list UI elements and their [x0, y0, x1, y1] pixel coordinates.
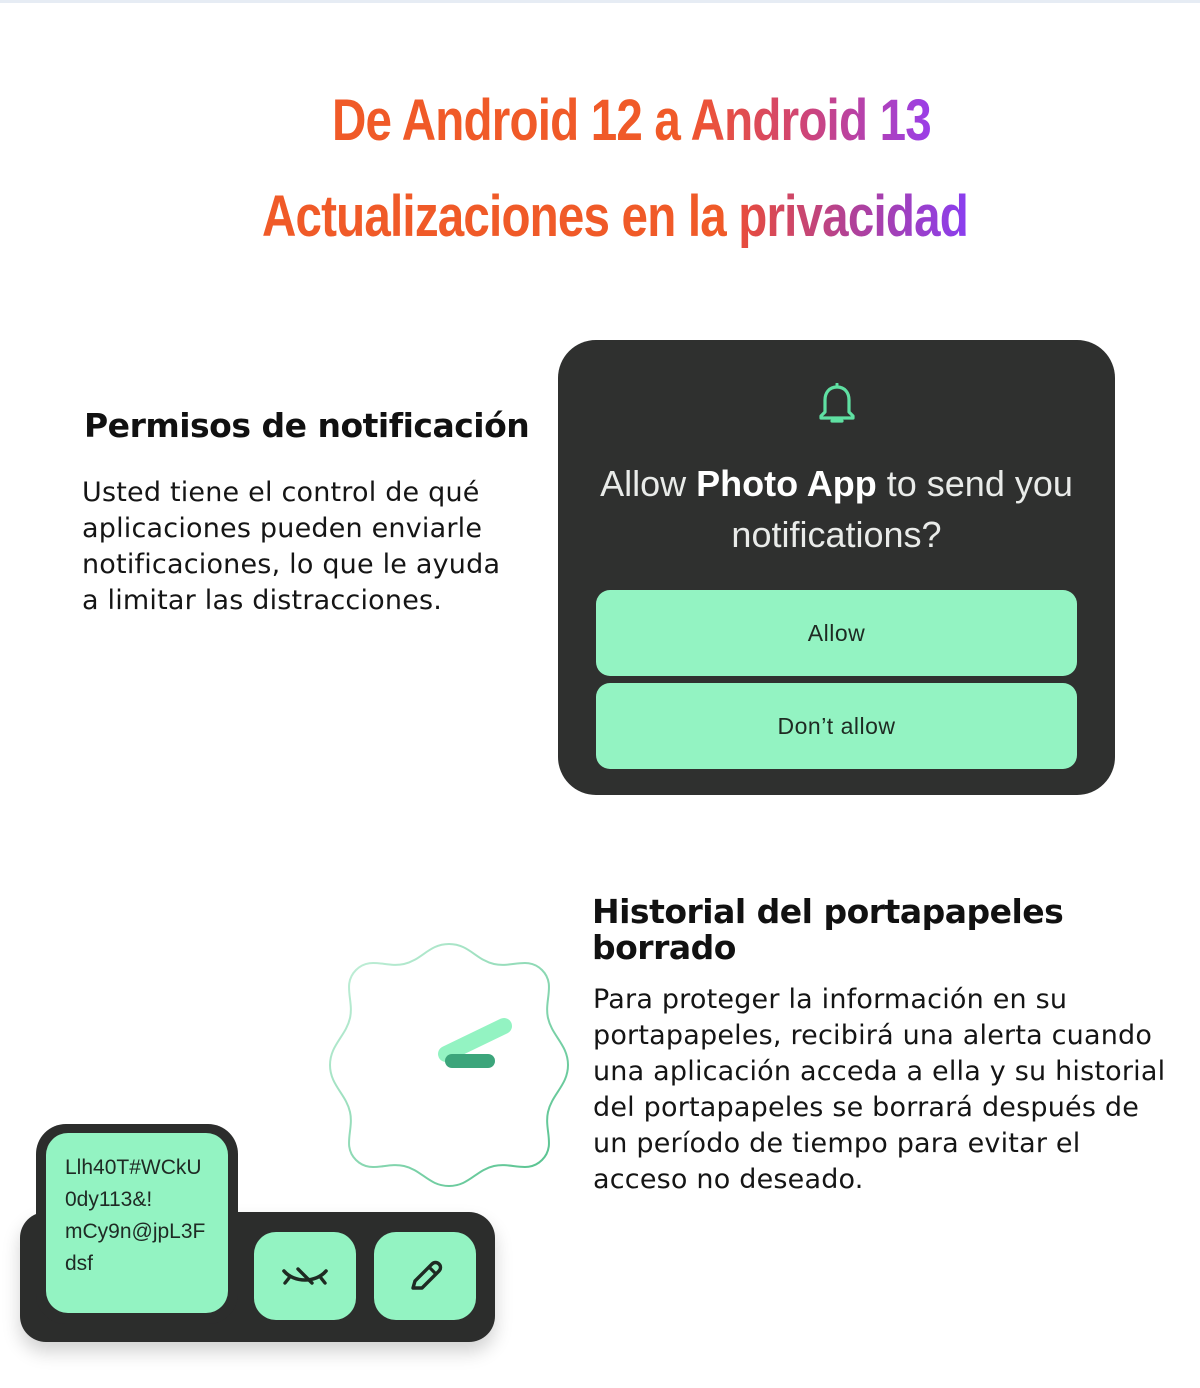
clipboard-text-line: 0dy113&! [65, 1188, 153, 1211]
clipboard-text-line: dsf [65, 1252, 94, 1275]
page-title-line-2: Actualizaciones en la privacidad [262, 184, 968, 249]
edit-button[interactable] [374, 1232, 476, 1320]
dont-allow-button[interactable]: Don’t allow [596, 683, 1077, 769]
clipboard-alert-badge-icon [318, 934, 580, 1196]
allow-button[interactable]: Allow [596, 590, 1077, 676]
pencil-icon [405, 1256, 445, 1296]
clipboard-history-body: Para proteger la información en su portapapeles, recibirá una alerta cuando una aplicación acceda a ella y su historial del portapapeles se borrará después de un período de tiempo para evitar el acceso no deseado. [593, 984, 1166, 1195]
hidden-eye-icon [280, 1261, 330, 1291]
top-divider [0, 0, 1200, 3]
clipboard-text-line: Llh40T#WCkU [65, 1156, 202, 1179]
page-title-line-1: De Android 12 a Android 13 [332, 88, 931, 153]
notification-permission-dialog [558, 340, 1115, 795]
dialog-title: Allow Photo App to send you notifications? [600, 463, 1073, 555]
notification-permissions-heading: Permisos de notificación [84, 406, 530, 445]
clipboard-history-heading: Historial del portapapeles borrado [592, 892, 1064, 967]
clipboard-preview[interactable] [46, 1133, 228, 1313]
bell-icon [818, 383, 856, 427]
notification-permissions-body: Usted tiene el control de qué aplicaciones pueden enviarle notificaciones, lo que le ayuda a limitar las distracciones. [82, 477, 501, 616]
clipboard-text-line: mCy9n@jpL3F [65, 1220, 206, 1243]
hide-content-button[interactable] [254, 1232, 356, 1320]
dialog-app-name: Photo App [696, 463, 877, 504]
